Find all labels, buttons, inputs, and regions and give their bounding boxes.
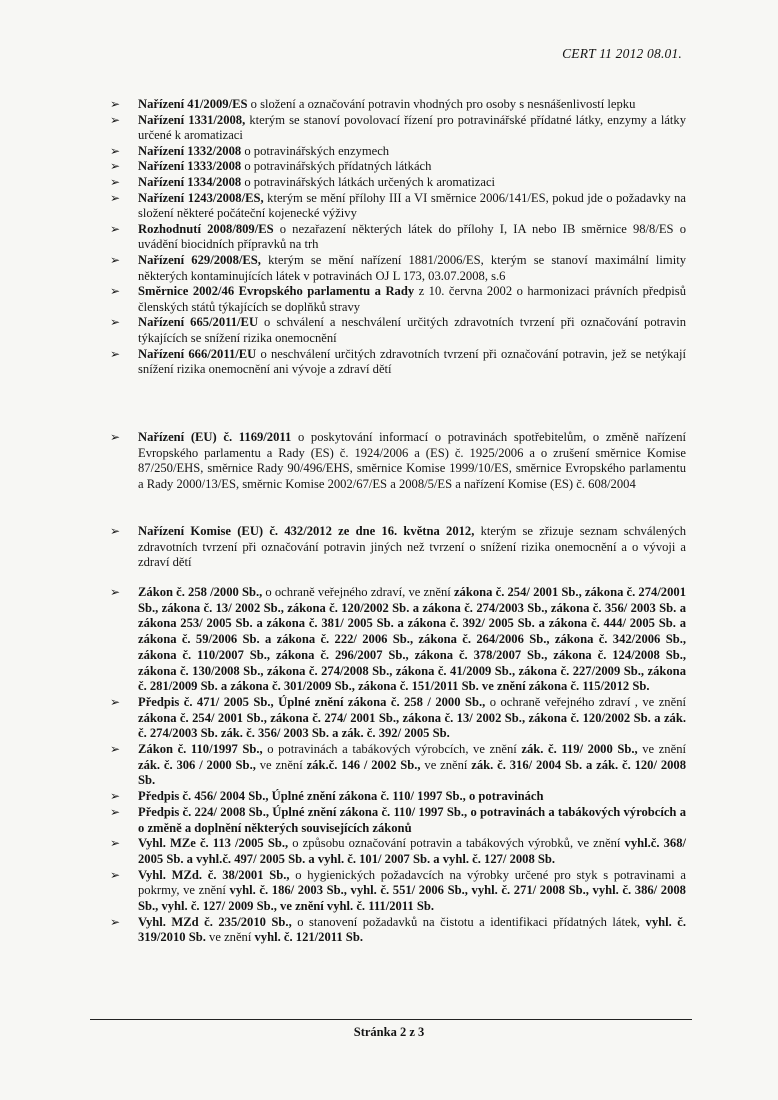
regulation-description: o ochraně veřejného zdraví , ve znění (485, 694, 686, 709)
arrow-bullet-icon: ➢ (110, 252, 121, 267)
regulation-title: zák. č. 316/ 2004 Sb. a zák. č. 120/ 2008 Sb. (138, 757, 687, 788)
regulation-description: o složení a označování potravin vhodných pro osoby s nesnášenlivostí lepku (247, 97, 636, 111)
list-item (110, 742, 686, 789)
regulation-list-1169 (110, 430, 686, 492)
list-item (110, 836, 686, 867)
regulation-description: ve znění (420, 757, 472, 772)
regulation-title: Předpis č. 471/ 2005 Sb., Úplné znění zákona č. 258 / 2000 Sb., (138, 694, 486, 709)
list-item (110, 868, 686, 915)
list-item (110, 191, 686, 222)
regulation-description: ve znění (637, 742, 686, 757)
list-item (110, 347, 686, 378)
regulation-title: Rozhodnutí 2008/809/ES (138, 221, 274, 236)
regulation-list-eu (110, 97, 686, 378)
regulation-description: o potravinářských látkách určených k aromatizaci (241, 174, 496, 189)
regulation-description: o ochraně veřejného zdraví, ve znění (262, 585, 454, 599)
regulation-title: Nařízení 665/2011/EU (138, 315, 259, 330)
arrow-bullet-icon: ➢ (110, 524, 121, 538)
regulation-description: kterým se stanoví povolovací řízení pro potravinářské přídatné látky, enzymy a látky určené k aromatizaci (138, 112, 687, 143)
arrow-bullet-icon: ➢ (110, 585, 121, 599)
regulation-list-432 (110, 524, 686, 571)
regulation-title: Nařízení 1334/2008 (138, 174, 242, 189)
regulation-title: Předpis č. 224/ 2008 Sb., Úplné znění zákona č. 110/ 1997 Sb., o potravinách a tabákových výrobcích a o změně a doplnění některých souvisejících zákonů (138, 804, 686, 835)
list-item (110, 695, 686, 742)
arrow-bullet-icon: ➢ (110, 804, 121, 819)
regulation-title: Nařízení (EU) č. 1169/2011 (138, 430, 292, 444)
regulation-description: o způsobu označování potravin a tabákových výrobků, ve znění (288, 836, 625, 851)
regulation-title: vyhl. č. 319/2010 Sb. (138, 914, 686, 945)
regulation-title: Nařízení 629/2008/ES, (138, 252, 261, 267)
arrow-bullet-icon: ➢ (110, 742, 121, 757)
regulation-description: o nezařazení některých látek do přílohy I, IA nebo IB směrnice 98/8/ES o uvádění biocidních přípravků na trh (138, 221, 686, 252)
regulation-title: Vyhl. MZd. č. 38/2001 Sb., (138, 867, 290, 882)
list-item (110, 915, 686, 946)
regulation-title: Zákon č. 110/1997 Sb., (138, 742, 263, 757)
regulation-title: Nařízení 1331/2008, (138, 112, 246, 127)
list-item (110, 144, 686, 160)
regulation-title: Nařízení 1243/2008/ES, (138, 190, 264, 205)
list-item (110, 175, 686, 191)
arrow-bullet-icon: ➢ (110, 284, 121, 299)
list-item (110, 315, 686, 346)
list-item (110, 253, 686, 284)
regulation-title: zák. č. 306 / 2000 Sb., (138, 757, 256, 772)
regulation-title: Vyhl. MZe č. 113 /2005 Sb., (138, 836, 289, 851)
page-number: Stránka 2 z 3 (353, 1025, 425, 1039)
regulation-description: o potravinářských přídatných látkách (241, 159, 432, 174)
regulation-description: kterým se mění přílohy III a VI směrnice 2006/141/ES, pokud jde o požadavky na složení některé počáteční kojenecké výživy (138, 190, 686, 221)
regulation-title: zákona č. 254/ 2001 Sb., zákona č. 274/2001 Sb., zákona č. 13/ 2002 Sb., zákona č. 120/2002 Sb. a zákona č. 274/2003 Sb., zákona č. 356/ 2003 Sb. a zákona 253/ 2005 Sb. a zákona č. 381/ 2005 Sb. a zákona č. 392/ 2005 Sb. a zákona č. 444/ 2005 Sb. a zákona č. 59/2006 Sb. a zákona č. 222/ 2006 Sb., zákona č. 264/2006 Sb., zákona č. 342/2006 Sb., zákona č. 110/2007 Sb., zákona č. 296/2007 Sb., zákona č. 378/2007 Sb., zákona č. 124/2008 Sb., zákona č. 130/2008 Sb., zákona č. 274/2008 Sb., zákona č. 41/2009 Sb., zákona č. 227/2009 Sb., zákona č. 281/2009 Sb. a zákona č. 301/2009 Sb., zákona č. 151/2011 Sb. ve znění zákona č. 115/2012 Sb. (138, 585, 686, 694)
arrow-bullet-icon: ➢ (110, 159, 121, 174)
list-item (110, 789, 686, 805)
arrow-bullet-icon: ➢ (110, 694, 121, 709)
arrow-bullet-icon: ➢ (110, 315, 121, 330)
arrow-bullet-icon: ➢ (110, 836, 121, 851)
regulation-title: Zákon č. 258 /2000 Sb., (138, 585, 263, 599)
arrow-bullet-icon: ➢ (110, 221, 121, 236)
arrow-bullet-icon: ➢ (110, 97, 121, 111)
arrow-bullet-icon: ➢ (110, 867, 121, 882)
list-item (110, 430, 686, 492)
arrow-bullet-icon: ➢ (110, 346, 121, 361)
list-item (110, 222, 686, 253)
regulation-title: Nařízení Komise (EU) č. 432/2012 ze dne 16. května 2012, (138, 524, 475, 538)
regulation-title: vyhl. č. 121/2011 Sb. (254, 930, 363, 945)
regulation-description: ve znění (255, 757, 307, 772)
regulation-description: kterým se zřizuje seznam schválených zdravotních tvrzení při označování potravin jiných než tvrzení o snížení rizika onemocnění a o vývoji a zdraví dětí (138, 524, 686, 570)
regulation-title: Nařízení 666/2011/EU (138, 346, 257, 361)
regulation-title: zákona č. 254/ 2001 Sb., zákona č. 274/ 2001 Sb., zákona č. 13/ 2002 Sb., zákona č. 120/2002 Sb. a zák. č. 274/2003 Sb. zák. č. 356/ 2003 Sb. a zák. č. 392/ 2005 Sb. (138, 710, 686, 741)
list-item (110, 585, 686, 695)
arrow-bullet-icon: ➢ (110, 190, 121, 205)
regulation-description: z 10. června 2002 o harmonizaci právních předpisů členských států týkajících se doplňků stravy (138, 284, 686, 314)
regulation-title: Předpis č. 456/ 2004 Sb., Úplné znění zákona č. 110/ 1997 Sb., o potravinách (138, 789, 544, 804)
regulation-title: vyhl.č. 368/ 2005 Sb. a vyhl.č. 497/ 2005 Sb. a vyhl. č. 101/ 2007 Sb. a vyhl. č. 127/ 2008 Sb. (138, 836, 686, 866)
arrow-bullet-icon: ➢ (110, 789, 121, 804)
regulation-title: zák. č. 119/ 2000 Sb., (521, 742, 638, 757)
list-item (110, 805, 686, 836)
regulation-title: vyhl. č. 186/ 2003 Sb., vyhl. č. 551/ 2006 Sb., vyhl. č. 271/ 2008 Sb., vyhl. č. 386/ 2008 Sb., vyhl. č. 127/ 2009 Sb., ve znění vyhl. č. 111/2011 Sb. (138, 883, 686, 914)
regulation-title: zák.č. 146 / 2002 Sb., (306, 757, 421, 772)
regulation-list-national (110, 585, 686, 946)
regulation-description: o hygienických požadavcích na výrobky určené pro styk s potravinami a pokrmy, ve znění (138, 867, 686, 898)
regulation-description: o neschválení určitých zdravotních tvrzení při označování potravin, jež se netýkají snížení rizika onemocnění ani vývoje a zdraví dětí (138, 346, 687, 377)
regulation-title: Vyhl. MZd č. 235/2010 Sb., (138, 914, 292, 929)
footer-divider (90, 1019, 692, 1020)
list-item (110, 284, 686, 315)
regulation-title: Nařízení 41/2009/ES (138, 97, 248, 111)
list-item (110, 524, 686, 571)
arrow-bullet-icon: ➢ (110, 430, 121, 444)
regulation-title: Směrnice 2002/46 Evropského parlamentu a Rady (138, 284, 415, 299)
regulation-title: Nařízení 1333/2008 (138, 159, 242, 174)
regulation-description: ve znění (205, 930, 255, 945)
arrow-bullet-icon: ➢ (110, 143, 121, 158)
regulation-description: o stanovení požadavků na čistotu a identifikaci přídatných látek, (291, 914, 646, 929)
regulation-description: kterým se mění nařízení 1881/2006/ES, kterým se stanoví maximální limity některých kontaminujících látek v potravinách OJ L 173, 03.07.2008, s.6 (138, 252, 686, 283)
regulation-description: o potravinářských enzymech (241, 143, 390, 158)
arrow-bullet-icon: ➢ (110, 112, 121, 127)
arrow-bullet-icon: ➢ (110, 914, 121, 929)
regulation-description: o poskytování informací o potravinách spotřebitelům, o změně nařízení Evropského parlamentu a Rady (ES) č. 1924/2006 a (ES) č. 1925/2006 a o zrušení směrnice Komise 87/250/EHS, směrnice Rady 90/496/EHS, směrnice Komise 1999/10/ES, směrnice Evropského parlamentu a Rady 2000/13/ES, směrnic Komise 2002/67/ES a 2008/5/ES a nařízení Komise (ES) č. 608/2004 (138, 430, 686, 491)
regulation-description: o potravinách a tabákových výrobcích, ve znění (262, 742, 522, 757)
list-item (110, 113, 686, 144)
document-code: CERT 11 2012 08.01. (562, 46, 682, 61)
list-item (110, 159, 686, 175)
regulation-description: o schválení a neschválení určitých zdravotních tvrzení při označování potravin týkajících se snížení rizika onemocnění (138, 315, 686, 345)
regulation-title: Nařízení 1332/2008 (138, 143, 242, 158)
arrow-bullet-icon: ➢ (110, 174, 121, 189)
list-item (110, 97, 686, 113)
